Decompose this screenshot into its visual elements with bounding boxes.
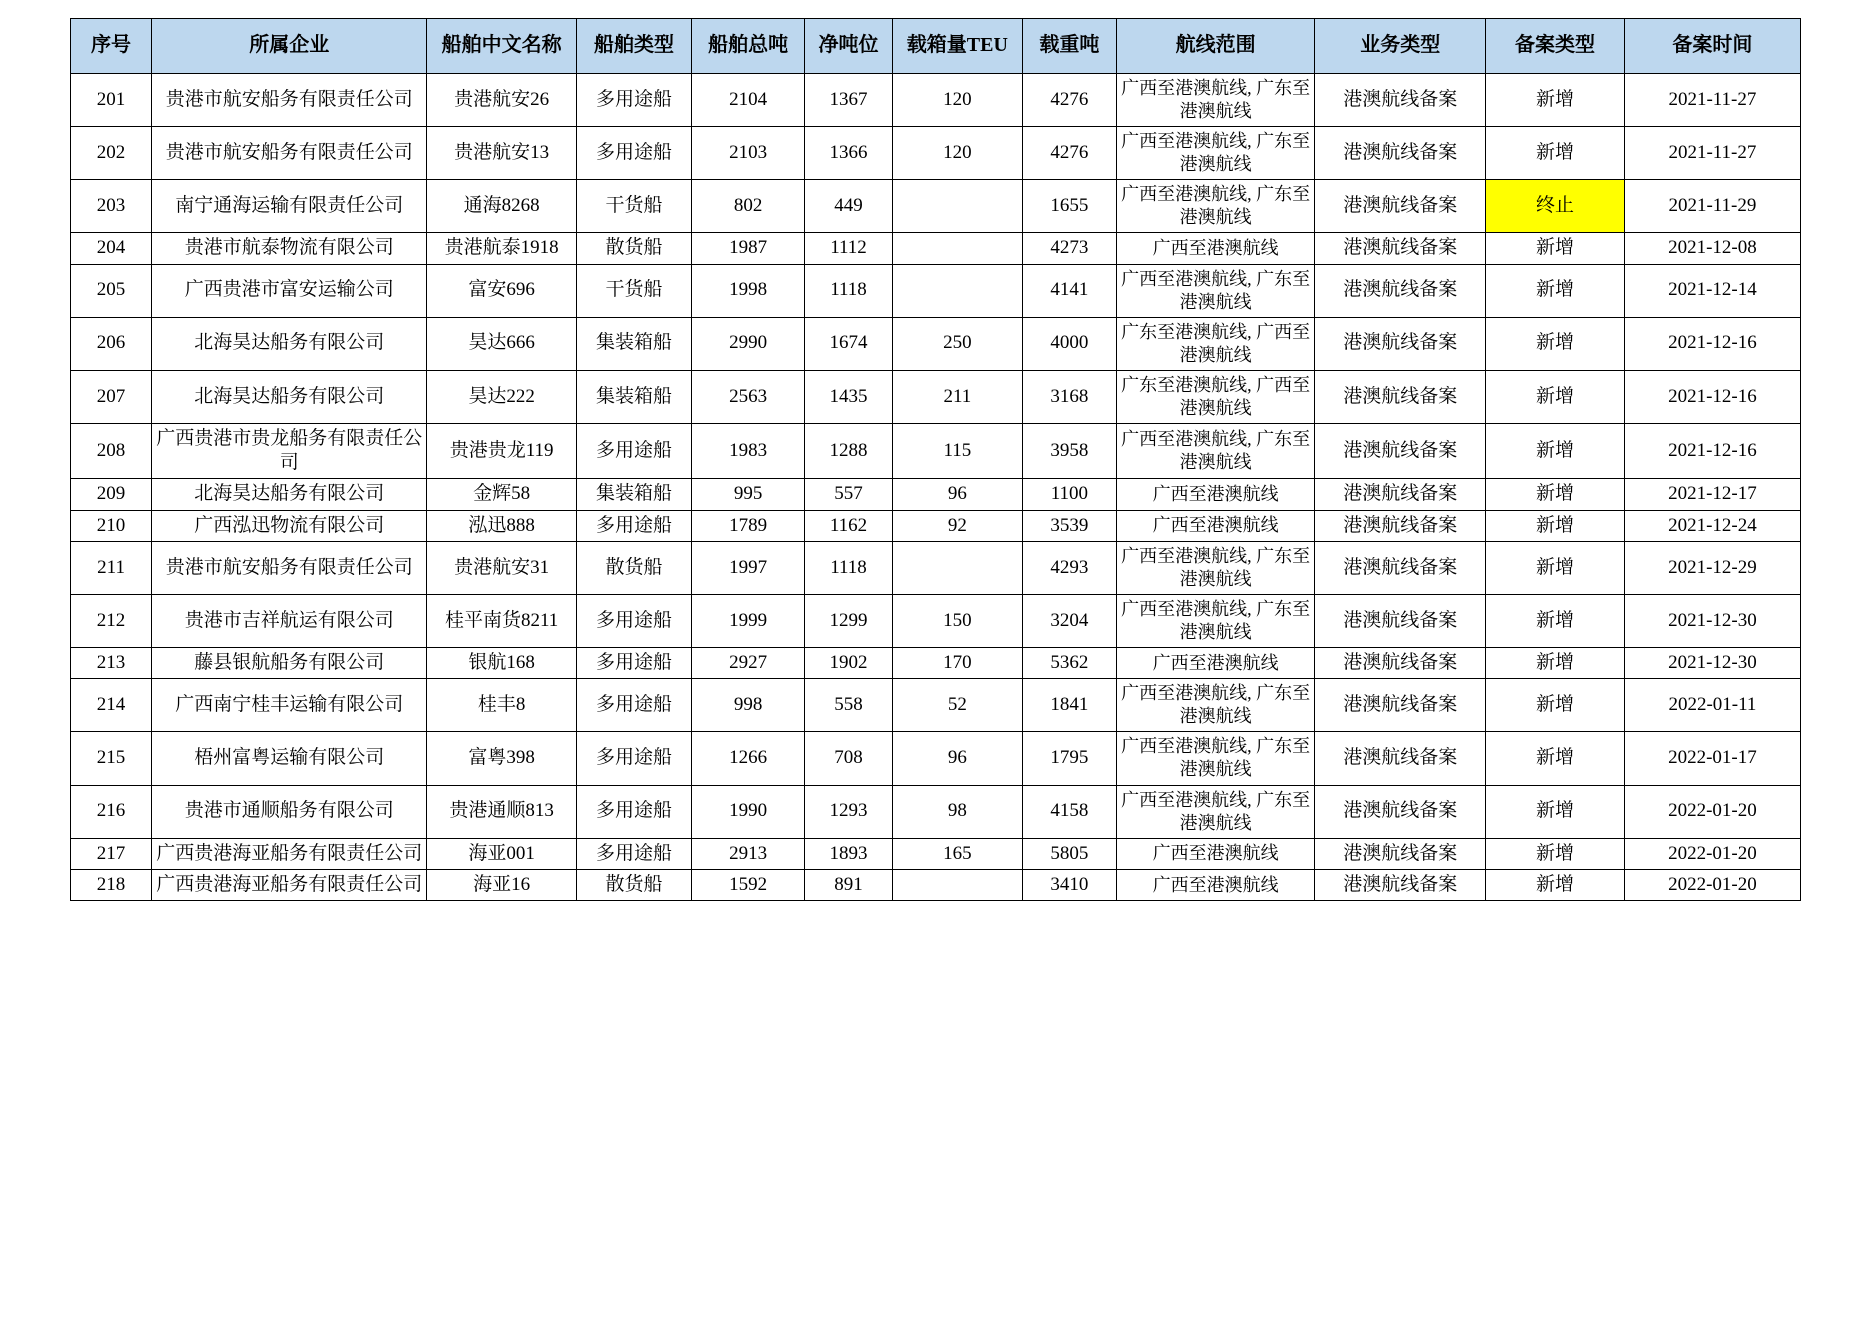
table-row — [71, 679, 1801, 732]
cell-record-type: 新增 — [1486, 74, 1625, 127]
cell-ship-type: 干货船 — [576, 264, 691, 317]
cell-teu — [892, 541, 1022, 594]
cell-record-type-terminated: 终止 — [1486, 180, 1625, 233]
cell-ship-type: 多用途船 — [576, 785, 691, 838]
vessel-record-table — [70, 18, 1801, 901]
cell-deadweight: 1655 — [1022, 180, 1116, 233]
cell-gross-tonnage: 995 — [692, 479, 805, 510]
cell-record-type: 新增 — [1486, 127, 1625, 180]
cell-gross-tonnage: 802 — [692, 180, 805, 233]
cell-index: 212 — [71, 595, 152, 648]
cell-gross-tonnage: 2103 — [692, 127, 805, 180]
cell-company: 贵港市航安船务有限责任公司 — [152, 74, 427, 127]
cell-deadweight: 4293 — [1022, 541, 1116, 594]
table-header-row — [71, 19, 1801, 74]
cell-net-tonnage: 557 — [805, 479, 893, 510]
column-header-teu: 载箱量TEU — [892, 19, 1022, 74]
cell-ship-name: 贵港贵龙119 — [427, 423, 576, 479]
cell-deadweight: 5805 — [1022, 838, 1116, 869]
cell-business-type: 港澳航线备案 — [1315, 479, 1486, 510]
cell-company: 贵港市吉祥航运有限公司 — [152, 595, 427, 648]
cell-teu: 250 — [892, 317, 1022, 370]
cell-record-type: 新增 — [1486, 370, 1625, 423]
cell-index: 204 — [71, 233, 152, 264]
table-body — [71, 74, 1801, 901]
cell-route: 广西至港澳航线, 广东至港澳航线 — [1116, 595, 1315, 648]
column-header-ship-name: 船舶中文名称 — [427, 19, 576, 74]
cell-deadweight: 4273 — [1022, 233, 1116, 264]
cell-ship-name: 贵港航安13 — [427, 127, 576, 180]
cell-company: 贵港市航泰物流有限公司 — [152, 233, 427, 264]
cell-record-date: 2021-12-24 — [1624, 510, 1800, 541]
cell-teu: 96 — [892, 479, 1022, 510]
cell-route: 广西至港澳航线, 广东至港澳航线 — [1116, 541, 1315, 594]
cell-company: 广西贵港市富安运输公司 — [152, 264, 427, 317]
cell-ship-type: 集装箱船 — [576, 370, 691, 423]
cell-ship-name: 桂平南货8211 — [427, 595, 576, 648]
column-header-gross-tonnage: 船舶总吨 — [692, 19, 805, 74]
cell-record-type: 新增 — [1486, 679, 1625, 732]
cell-ship-type: 多用途船 — [576, 127, 691, 180]
cell-record-date: 2021-11-27 — [1624, 127, 1800, 180]
table-row — [71, 732, 1801, 785]
cell-index: 202 — [71, 127, 152, 180]
table-row — [71, 510, 1801, 541]
cell-deadweight: 5362 — [1022, 648, 1116, 679]
cell-ship-name: 贵港航安26 — [427, 74, 576, 127]
cell-record-date: 2021-12-30 — [1624, 648, 1800, 679]
column-header-deadweight: 载重吨 — [1022, 19, 1116, 74]
cell-ship-name: 贵港通顺813 — [427, 785, 576, 838]
table-row — [71, 595, 1801, 648]
cell-business-type: 港澳航线备案 — [1315, 679, 1486, 732]
cell-ship-type: 多用途船 — [576, 74, 691, 127]
cell-net-tonnage: 1299 — [805, 595, 893, 648]
cell-ship-type: 散货船 — [576, 869, 691, 900]
cell-record-type: 新增 — [1486, 648, 1625, 679]
cell-route: 广西至港澳航线 — [1116, 648, 1315, 679]
cell-index: 211 — [71, 541, 152, 594]
cell-route: 广西至港澳航线, 广东至港澳航线 — [1116, 423, 1315, 479]
cell-deadweight: 3410 — [1022, 869, 1116, 900]
cell-business-type: 港澳航线备案 — [1315, 370, 1486, 423]
cell-net-tonnage: 1288 — [805, 423, 893, 479]
column-header-index: 序号 — [71, 19, 152, 74]
cell-gross-tonnage: 1999 — [692, 595, 805, 648]
table-row — [71, 541, 1801, 594]
cell-record-type: 新增 — [1486, 838, 1625, 869]
cell-ship-type: 多用途船 — [576, 838, 691, 869]
cell-business-type: 港澳航线备案 — [1315, 648, 1486, 679]
cell-business-type: 港澳航线备案 — [1315, 264, 1486, 317]
cell-net-tonnage: 1118 — [805, 541, 893, 594]
cell-record-type: 新增 — [1486, 595, 1625, 648]
cell-index: 207 — [71, 370, 152, 423]
cell-teu: 98 — [892, 785, 1022, 838]
cell-index: 215 — [71, 732, 152, 785]
table-row — [71, 233, 1801, 264]
cell-business-type: 港澳航线备案 — [1315, 233, 1486, 264]
cell-business-type: 港澳航线备案 — [1315, 732, 1486, 785]
cell-teu: 120 — [892, 74, 1022, 127]
column-header-route: 航线范围 — [1116, 19, 1315, 74]
cell-gross-tonnage: 1997 — [692, 541, 805, 594]
cell-gross-tonnage: 1592 — [692, 869, 805, 900]
table-row — [71, 74, 1801, 127]
cell-ship-type: 多用途船 — [576, 423, 691, 479]
cell-company: 广西泓迅物流有限公司 — [152, 510, 427, 541]
cell-net-tonnage: 1367 — [805, 74, 893, 127]
cell-ship-name: 金辉58 — [427, 479, 576, 510]
cell-company: 广西贵港海亚船务有限责任公司 — [152, 869, 427, 900]
cell-business-type: 港澳航线备案 — [1315, 180, 1486, 233]
cell-route: 广西至港澳航线 — [1116, 510, 1315, 541]
cell-route: 广东至港澳航线, 广西至港澳航线 — [1116, 317, 1315, 370]
cell-teu: 120 — [892, 127, 1022, 180]
cell-ship-type: 多用途船 — [576, 595, 691, 648]
cell-net-tonnage: 1112 — [805, 233, 893, 264]
cell-index: 208 — [71, 423, 152, 479]
cell-route: 广西至港澳航线, 广东至港澳航线 — [1116, 679, 1315, 732]
cell-gross-tonnage: 2104 — [692, 74, 805, 127]
cell-company: 广西南宁桂丰运输有限公司 — [152, 679, 427, 732]
cell-business-type: 港澳航线备案 — [1315, 423, 1486, 479]
cell-record-date: 2021-12-14 — [1624, 264, 1800, 317]
cell-record-type: 新增 — [1486, 264, 1625, 317]
cell-record-date: 2022-01-11 — [1624, 679, 1800, 732]
cell-record-date: 2021-12-16 — [1624, 370, 1800, 423]
cell-ship-name: 泓迅888 — [427, 510, 576, 541]
cell-net-tonnage: 891 — [805, 869, 893, 900]
table-row — [71, 479, 1801, 510]
cell-teu: 170 — [892, 648, 1022, 679]
cell-gross-tonnage: 1983 — [692, 423, 805, 479]
cell-company: 贵港市通顺船务有限公司 — [152, 785, 427, 838]
cell-record-type: 新增 — [1486, 423, 1625, 479]
cell-record-date: 2022-01-20 — [1624, 785, 1800, 838]
cell-teu — [892, 180, 1022, 233]
cell-record-date: 2021-11-27 — [1624, 74, 1800, 127]
cell-ship-type: 散货船 — [576, 233, 691, 264]
cell-ship-type: 多用途船 — [576, 510, 691, 541]
cell-index: 214 — [71, 679, 152, 732]
cell-teu — [892, 233, 1022, 264]
cell-teu: 92 — [892, 510, 1022, 541]
cell-index: 213 — [71, 648, 152, 679]
table-row — [71, 317, 1801, 370]
table-row — [71, 264, 1801, 317]
cell-ship-type: 多用途船 — [576, 679, 691, 732]
cell-gross-tonnage: 1987 — [692, 233, 805, 264]
cell-record-type: 新增 — [1486, 785, 1625, 838]
cell-deadweight: 1795 — [1022, 732, 1116, 785]
cell-gross-tonnage: 1990 — [692, 785, 805, 838]
cell-route: 广西至港澳航线, 广东至港澳航线 — [1116, 180, 1315, 233]
column-header-record-type: 备案类型 — [1486, 19, 1625, 74]
column-header-company: 所属企业 — [152, 19, 427, 74]
cell-business-type: 港澳航线备案 — [1315, 74, 1486, 127]
table-row — [71, 127, 1801, 180]
column-header-business-type: 业务类型 — [1315, 19, 1486, 74]
cell-record-date: 2021-12-17 — [1624, 479, 1800, 510]
table-row — [71, 838, 1801, 869]
cell-route: 广西至港澳航线, 广东至港澳航线 — [1116, 732, 1315, 785]
cell-ship-name: 富粤398 — [427, 732, 576, 785]
cell-record-type: 新增 — [1486, 732, 1625, 785]
cell-gross-tonnage: 1998 — [692, 264, 805, 317]
cell-deadweight: 4276 — [1022, 127, 1116, 180]
cell-deadweight: 4158 — [1022, 785, 1116, 838]
cell-deadweight: 1100 — [1022, 479, 1116, 510]
cell-net-tonnage: 1118 — [805, 264, 893, 317]
cell-net-tonnage: 1293 — [805, 785, 893, 838]
cell-net-tonnage: 558 — [805, 679, 893, 732]
cell-gross-tonnage: 2990 — [692, 317, 805, 370]
cell-ship-name: 昊达222 — [427, 370, 576, 423]
cell-gross-tonnage: 2927 — [692, 648, 805, 679]
cell-company: 广西贵港海亚船务有限责任公司 — [152, 838, 427, 869]
cell-index: 206 — [71, 317, 152, 370]
cell-gross-tonnage: 1789 — [692, 510, 805, 541]
cell-route: 广西至港澳航线 — [1116, 869, 1315, 900]
cell-net-tonnage: 1902 — [805, 648, 893, 679]
cell-company: 南宁通海运输有限责任公司 — [152, 180, 427, 233]
cell-index: 216 — [71, 785, 152, 838]
cell-record-date: 2021-12-30 — [1624, 595, 1800, 648]
cell-deadweight: 1841 — [1022, 679, 1116, 732]
cell-route: 广西至港澳航线 — [1116, 838, 1315, 869]
cell-index: 210 — [71, 510, 152, 541]
cell-record-type: 新增 — [1486, 869, 1625, 900]
cell-ship-name: 昊达666 — [427, 317, 576, 370]
cell-record-type: 新增 — [1486, 479, 1625, 510]
cell-gross-tonnage: 2563 — [692, 370, 805, 423]
cell-ship-type: 多用途船 — [576, 732, 691, 785]
cell-business-type: 港澳航线备案 — [1315, 869, 1486, 900]
cell-record-date: 2021-11-29 — [1624, 180, 1800, 233]
cell-teu: 96 — [892, 732, 1022, 785]
cell-net-tonnage: 1435 — [805, 370, 893, 423]
column-header-ship-type: 船舶类型 — [576, 19, 691, 74]
table-header — [71, 19, 1801, 74]
cell-ship-type: 集装箱船 — [576, 317, 691, 370]
cell-ship-type: 多用途船 — [576, 648, 691, 679]
cell-business-type: 港澳航线备案 — [1315, 785, 1486, 838]
cell-record-date: 2022-01-20 — [1624, 869, 1800, 900]
cell-teu — [892, 264, 1022, 317]
cell-company: 北海昊达船务有限公司 — [152, 370, 427, 423]
cell-business-type: 港澳航线备案 — [1315, 510, 1486, 541]
cell-business-type: 港澳航线备案 — [1315, 595, 1486, 648]
cell-record-date: 2021-12-29 — [1624, 541, 1800, 594]
cell-record-date: 2021-12-08 — [1624, 233, 1800, 264]
cell-ship-name: 桂丰8 — [427, 679, 576, 732]
cell-route: 广西至港澳航线, 广东至港澳航线 — [1116, 127, 1315, 180]
cell-route: 广西至港澳航线, 广东至港澳航线 — [1116, 74, 1315, 127]
table-row — [71, 869, 1801, 900]
cell-index: 217 — [71, 838, 152, 869]
cell-ship-type: 干货船 — [576, 180, 691, 233]
cell-net-tonnage: 1893 — [805, 838, 893, 869]
cell-business-type: 港澳航线备案 — [1315, 838, 1486, 869]
cell-company: 广西贵港市贵龙船务有限责任公司 — [152, 423, 427, 479]
cell-ship-name: 海亚16 — [427, 869, 576, 900]
cell-deadweight: 4000 — [1022, 317, 1116, 370]
cell-deadweight: 4141 — [1022, 264, 1116, 317]
table-row — [71, 423, 1801, 479]
cell-record-date: 2021-12-16 — [1624, 423, 1800, 479]
cell-company: 贵港市航安船务有限责任公司 — [152, 541, 427, 594]
cell-index: 203 — [71, 180, 152, 233]
cell-company: 北海昊达船务有限公司 — [152, 317, 427, 370]
table-row — [71, 648, 1801, 679]
table-row — [71, 370, 1801, 423]
cell-teu: 52 — [892, 679, 1022, 732]
cell-record-type: 新增 — [1486, 233, 1625, 264]
cell-gross-tonnage: 1266 — [692, 732, 805, 785]
cell-ship-type: 集装箱船 — [576, 479, 691, 510]
cell-ship-name: 富安696 — [427, 264, 576, 317]
cell-record-type: 新增 — [1486, 541, 1625, 594]
cell-business-type: 港澳航线备案 — [1315, 127, 1486, 180]
cell-teu: 150 — [892, 595, 1022, 648]
cell-net-tonnage: 1162 — [805, 510, 893, 541]
cell-ship-name: 贵港航安31 — [427, 541, 576, 594]
table-row — [71, 180, 1801, 233]
cell-deadweight: 3168 — [1022, 370, 1116, 423]
cell-route: 广西至港澳航线 — [1116, 233, 1315, 264]
cell-deadweight: 3539 — [1022, 510, 1116, 541]
cell-company: 北海昊达船务有限公司 — [152, 479, 427, 510]
cell-teu: 211 — [892, 370, 1022, 423]
cell-record-type: 新增 — [1486, 317, 1625, 370]
cell-record-date: 2022-01-20 — [1624, 838, 1800, 869]
cell-ship-type: 散货船 — [576, 541, 691, 594]
cell-net-tonnage: 708 — [805, 732, 893, 785]
cell-company: 贵港市航安船务有限责任公司 — [152, 127, 427, 180]
cell-gross-tonnage: 2913 — [692, 838, 805, 869]
column-header-record-date: 备案时间 — [1624, 19, 1800, 74]
cell-ship-name: 贵港航泰1918 — [427, 233, 576, 264]
cell-record-type: 新增 — [1486, 510, 1625, 541]
cell-ship-name: 海亚001 — [427, 838, 576, 869]
cell-ship-name: 银航168 — [427, 648, 576, 679]
cell-record-date: 2021-12-16 — [1624, 317, 1800, 370]
cell-ship-name: 通海8268 — [427, 180, 576, 233]
table-row — [71, 785, 1801, 838]
cell-index: 209 — [71, 479, 152, 510]
cell-net-tonnage: 449 — [805, 180, 893, 233]
cell-net-tonnage: 1674 — [805, 317, 893, 370]
column-header-net-tonnage: 净吨位 — [805, 19, 893, 74]
cell-record-date: 2022-01-17 — [1624, 732, 1800, 785]
cell-teu: 165 — [892, 838, 1022, 869]
cell-route: 广东至港澳航线, 广西至港澳航线 — [1116, 370, 1315, 423]
cell-route: 广西至港澳航线, 广东至港澳航线 — [1116, 264, 1315, 317]
cell-business-type: 港澳航线备案 — [1315, 541, 1486, 594]
cell-index: 205 — [71, 264, 152, 317]
cell-route: 广西至港澳航线, 广东至港澳航线 — [1116, 785, 1315, 838]
cell-company: 藤县银航船务有限公司 — [152, 648, 427, 679]
cell-business-type: 港澳航线备案 — [1315, 317, 1486, 370]
cell-route: 广西至港澳航线 — [1116, 479, 1315, 510]
cell-index: 201 — [71, 74, 152, 127]
cell-deadweight: 3958 — [1022, 423, 1116, 479]
cell-teu: 115 — [892, 423, 1022, 479]
cell-deadweight: 4276 — [1022, 74, 1116, 127]
cell-deadweight: 3204 — [1022, 595, 1116, 648]
cell-teu — [892, 869, 1022, 900]
cell-company: 梧州富粤运输有限公司 — [152, 732, 427, 785]
cell-net-tonnage: 1366 — [805, 127, 893, 180]
cell-gross-tonnage: 998 — [692, 679, 805, 732]
cell-index: 218 — [71, 869, 152, 900]
